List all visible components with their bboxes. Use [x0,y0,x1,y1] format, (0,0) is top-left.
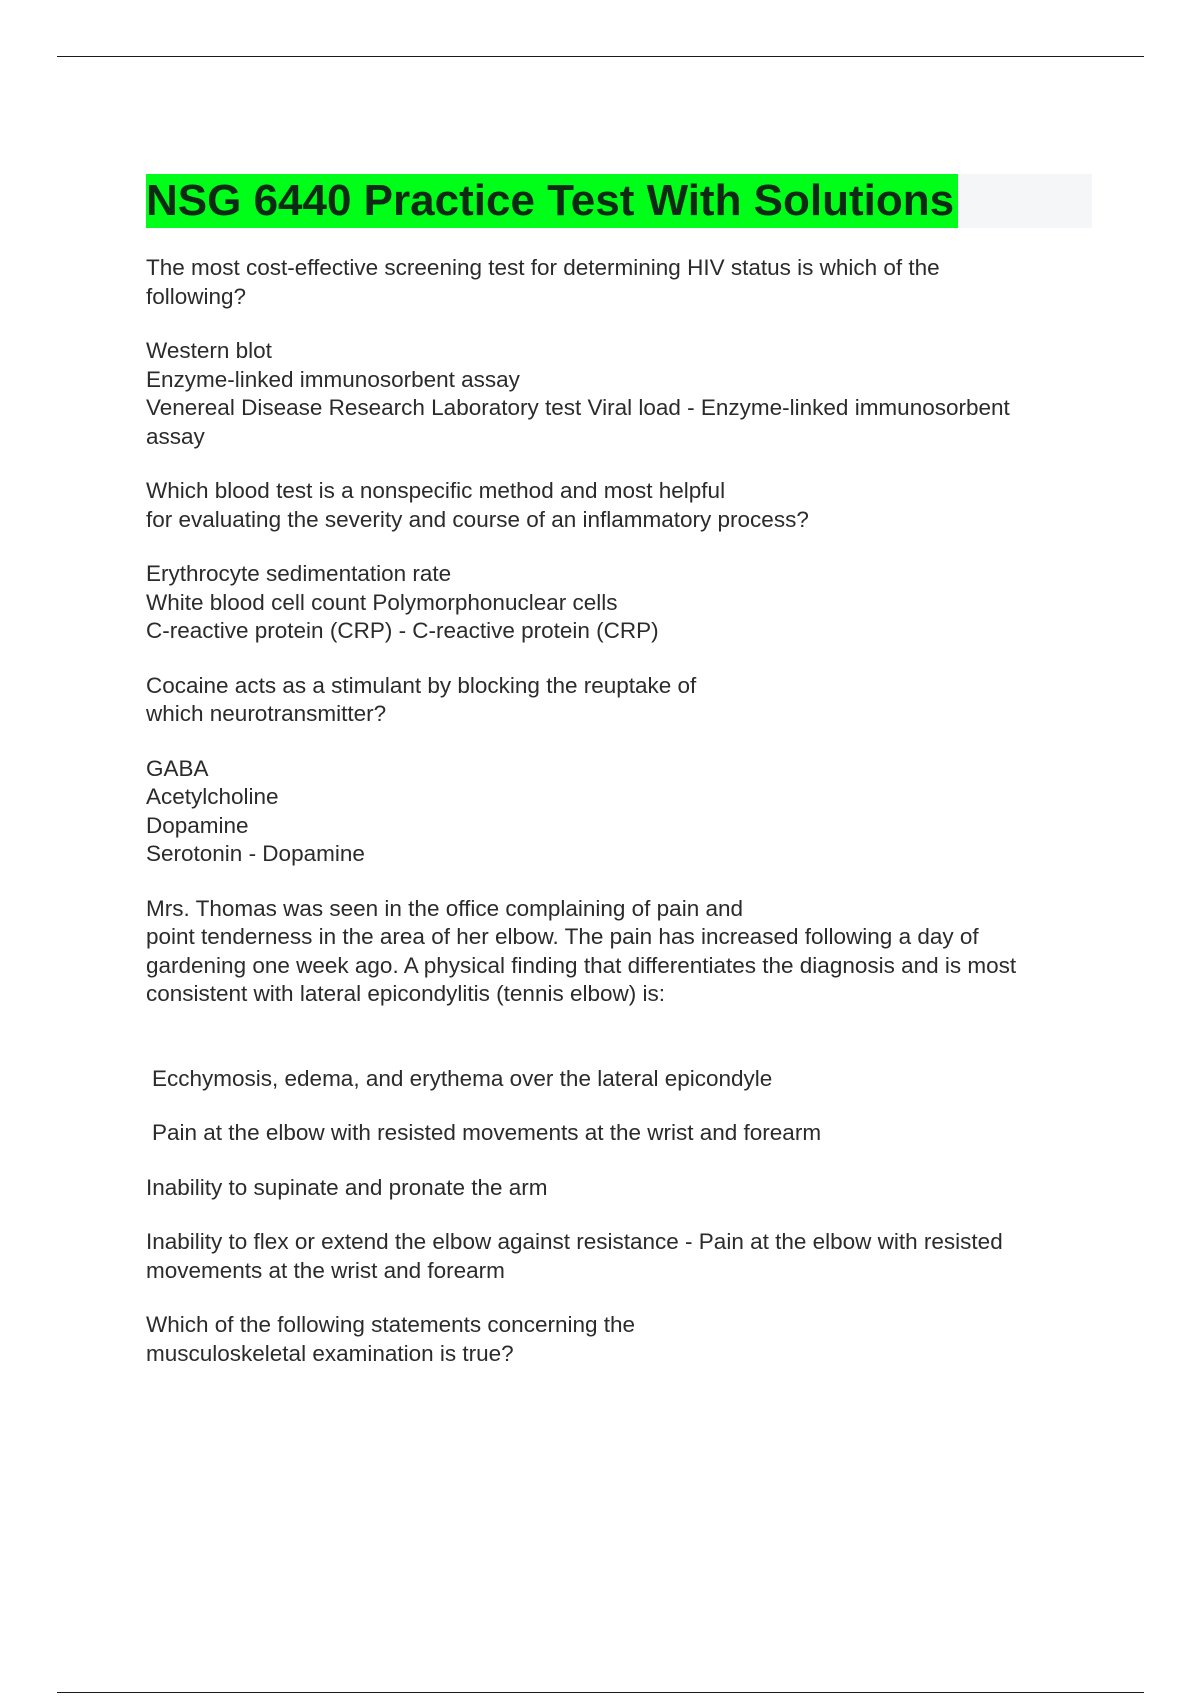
question-4-line-1: Mrs. Thomas was seen in the office complaining of pain and [146,895,743,921]
question-2-options [146,560,1106,646]
question-1-line-1: The most cost-effective screening test for determining HIV status is which of the [146,255,940,280]
question-4-option-1: Ecchymosis, edema, and erythema over the lateral epicondyle [152,1065,773,1091]
option-line: Enzyme-linked immunosorbent assay [146,366,520,392]
option-line: White blood cell count Polymorphonuclear cells [146,589,618,615]
option-line: Western blot [146,338,272,363]
question-4 [146,895,1106,1009]
question-5 [146,1311,1106,1368]
option-line: Serotonin - Dopamine [146,841,365,866]
footer-rule [57,1692,1144,1693]
question-4-line-3: gardening one week ago. A physical finding that differentiates the diagnosis and is most [146,952,1017,978]
option-line: GABA [146,755,209,781]
question-1 [146,254,1106,311]
option-line: Erythrocyte sedimentation rate [146,561,452,586]
option-line: movements at the wrist and forearm [146,1257,505,1283]
option-line: assay [146,423,205,449]
option-line: C-reactive protein (CRP) - C-reactive protein (CRP) [146,618,659,643]
question-2 [146,477,1106,534]
question-4-line-4: consistent with lateral epicondylitis (tennis elbow) is: [146,981,665,1006]
option-line: Acetylcholine [146,784,279,809]
question-4-line-2: point tenderness in the area of her elbow. The pain has increased following a day of [146,924,979,949]
question-3-line-1: Cocaine acts as a stimulant by blocking the reuptake of [146,672,697,698]
question-3 [146,672,1106,729]
document-title: NSG 6440 Practice Test With Solutions [146,174,958,228]
question-5-line-1: Which of the following statements concerning the [146,1312,636,1337]
question-2-line-1: Which blood test is a nonspecific method and most helpful [146,478,726,503]
question-3-options [146,755,1106,869]
option-line: Inability to flex or extend the elbow against resistance - Pain at the elbow with resisted [146,1229,1003,1254]
question-3-line-2: which neurotransmitter? [146,701,387,726]
question-1-line-2: following? [146,283,247,309]
question-1-options [146,337,1106,451]
question-5-line-2: musculoskeletal examination is true? [146,1340,514,1366]
document-body [146,174,1106,1394]
header-rule [57,56,1144,57]
title-block [146,174,1092,228]
question-2-line-2: for evaluating the severity and course of an inflammatory process? [146,506,809,532]
option-line: Venereal Disease Research Laboratory test Viral load - Enzyme-linked immunosorbent [146,395,1010,420]
question-4-option-2: Pain at the elbow with resisted movements at the wrist and forearm [152,1120,822,1145]
question-4-option-4 [146,1228,1106,1285]
question-4-option-3: Inability to supinate and pronate the arm [146,1174,548,1200]
option-line: Dopamine [146,812,249,838]
